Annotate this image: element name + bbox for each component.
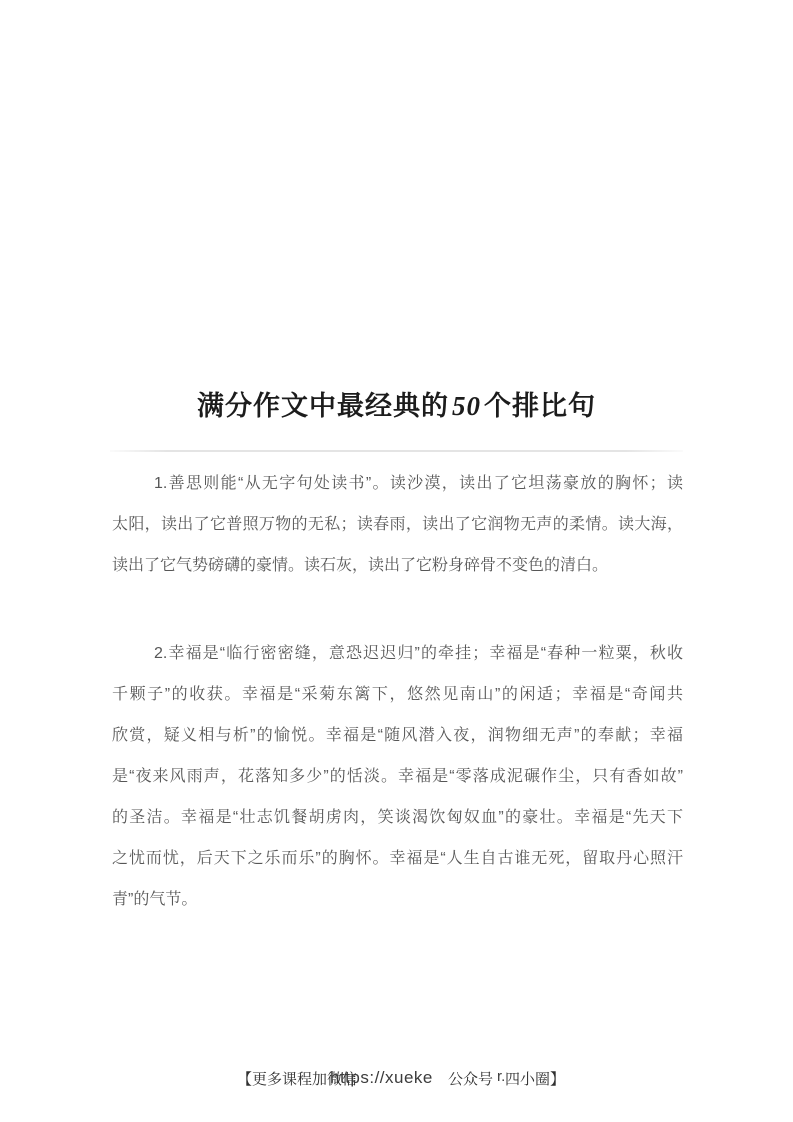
footer-url-tail: r. <box>497 1068 506 1085</box>
footer-url: https://xueke <box>330 1068 433 1087</box>
text-line: 欣赏，疑义相与析”的愉悦。幸福是“随风潜入夜，润物细无声”的奉献；幸福 <box>112 727 683 744</box>
text-line: 读出了它气势磅礴的豪情。读石灰，读出了它粉身碎骨不变色的清白。 <box>112 557 609 574</box>
footer-promo-end: 四小圈】 <box>505 1071 566 1088</box>
footer-promo-left: 【更多课程加微信 <box>237 1071 358 1088</box>
page-title-prefix: 满分作文中最经典的 <box>197 391 449 421</box>
paragraph-1 <box>112 468 683 591</box>
text-line: 是“夜来风雨声，花落知多少”的恬淡。幸福是“零落成泥碾作尘，只有香如故” <box>112 768 683 785</box>
title-divider <box>110 450 683 452</box>
text-line: 2.幸福是“临行密密缝，意恐迟迟归”的牵挂；幸福是“春种一粒粟，秋收 <box>154 645 683 662</box>
document-body <box>112 468 683 925</box>
page-title-suffix: 个排比句 <box>484 391 596 421</box>
footer-watermark <box>0 1068 793 1090</box>
footer-promo-right: 公众号 <box>448 1071 494 1088</box>
text-line: 1.善思则能“从无字句处读书”。读沙漠，读出了它坦荡豪放的胸怀；读 <box>154 475 683 492</box>
page-title <box>0 390 793 422</box>
page-title-number: 50 <box>452 391 481 421</box>
text-line: 青”的气节。 <box>112 891 198 908</box>
text-line: 千颗子”的收获。幸福是“采菊东篱下，悠然见南山”的闲适；幸福是“奇闻共 <box>112 686 683 703</box>
text-line: 之忧而忧，后天下之乐而乐”的胸怀。幸福是“人生自古谁无死，留取丹心照汗 <box>112 850 683 867</box>
text-line: 太阳，读出了它普照万物的无私；读春雨，读出了它润物无声的柔情。读大海， <box>112 516 683 533</box>
paragraph-2 <box>112 638 683 925</box>
text-line: 的圣洁。幸福是“壮志饥餐胡虏肉，笑谈渴饮匈奴血”的豪壮。幸福是“先天下 <box>112 809 683 826</box>
